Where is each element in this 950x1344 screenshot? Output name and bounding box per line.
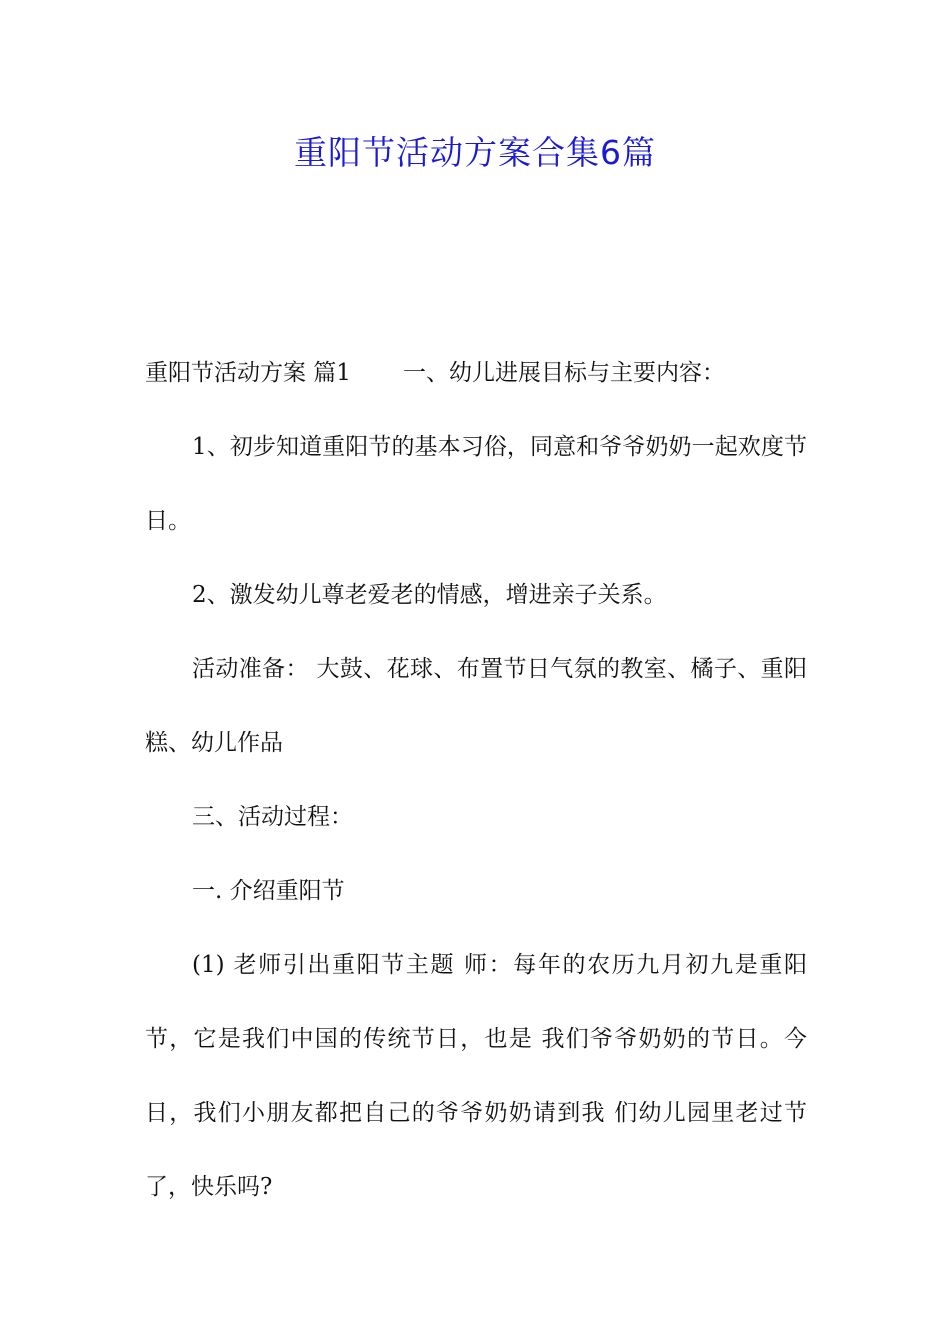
paragraph-goal-2: 2、激发幼儿尊老爱老的情感，增进亲子关系。 [192, 582, 667, 608]
paragraph-intro [145, 336, 807, 410]
document-title: 重阳节活动方案合集6篇 [294, 133, 656, 172]
section-heading: 重阳节活动方案 篇1 [145, 360, 351, 386]
paragraph-preparation: 活动准备： 大鼓、花球、布置节日气氛的教室、橘子、重阳糕、幼儿作品 [145, 656, 807, 756]
paragraph-process-heading: 三、活动过程： [192, 804, 353, 830]
paragraph-introduce-festival: 一. 介绍重阳节 [192, 878, 345, 904]
document-body [145, 336, 807, 1224]
paragraph-teacher-intro: (1) 老师引出重阳节主题 师：每年的农历九月初九是重阳节，它是我们中国的传统节日，也是 我们爷爷奶奶的节日。今日，我们小朋友都把自己的爷爷奶奶请到我 们幼儿园里老过节了，快乐吗? [145, 952, 807, 1200]
paragraph-goals-heading: 一、幼儿进展目标与主要内容： [402, 360, 725, 386]
paragraph-goal-1: 1、初步知道重阳节的基本习俗，同意和爷爷奶奶一起欢度节日。 [145, 434, 807, 534]
